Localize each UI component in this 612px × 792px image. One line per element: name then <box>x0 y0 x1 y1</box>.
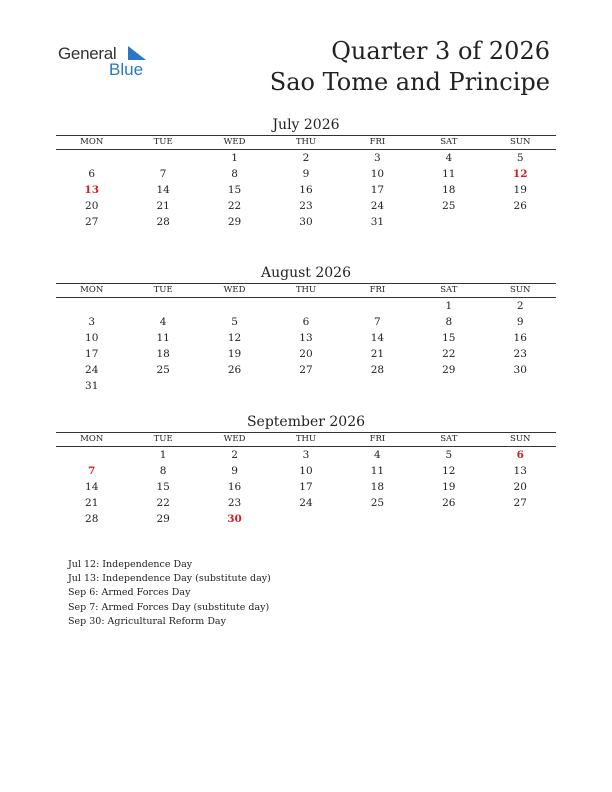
day-cell: 5 <box>445 449 453 461</box>
day-cell: 18 <box>156 348 170 360</box>
weekday-header-row <box>56 283 556 298</box>
day-cell: 17 <box>299 481 313 493</box>
day-cell: 12 <box>442 465 456 477</box>
weeks <box>56 447 556 527</box>
empty-day-cell <box>127 150 198 166</box>
day-cell: 11 <box>442 168 456 180</box>
day-cell: 4 <box>374 449 381 461</box>
week-row <box>56 298 556 314</box>
week-row <box>56 362 556 378</box>
day-cell: 20 <box>85 200 99 212</box>
month-name: July 2026 <box>272 117 340 133</box>
day-cell: 21 <box>85 497 99 509</box>
weekday-header: TUE <box>153 137 173 147</box>
day-cell: 6 <box>88 168 96 180</box>
empty-day-cell <box>199 378 270 394</box>
weekday-header: TUE <box>153 434 173 444</box>
month-calendar-september <box>56 413 556 527</box>
week-row <box>56 214 556 230</box>
day-cell: 20 <box>513 481 527 493</box>
title-quarter: Quarter 3 of 2026 <box>331 37 550 65</box>
day-cell: 27 <box>513 497 527 509</box>
day-cell: 25 <box>370 497 385 509</box>
day-cell: 7 <box>159 168 167 180</box>
day-cell: 19 <box>513 184 527 196</box>
day-cell: 5 <box>231 316 238 328</box>
day-cell: 21 <box>370 348 385 360</box>
day-cell: 10 <box>370 168 385 180</box>
empty-day-cell <box>270 298 341 314</box>
day-cell: 23 <box>513 348 527 360</box>
weekday-header: TUE <box>153 285 173 295</box>
day-cell: 8 <box>445 316 453 328</box>
weekday-header: SAT <box>440 434 458 444</box>
weekday-header: MON <box>80 285 104 295</box>
day-cell: 23 <box>227 497 242 509</box>
day-cell: 11 <box>156 332 170 344</box>
week-row <box>56 182 556 198</box>
weekday-header: SUN <box>510 137 531 147</box>
week-row <box>56 330 556 346</box>
day-cell: 26 <box>227 364 242 376</box>
day-cell: 30 <box>513 364 527 376</box>
empty-day-cell <box>342 298 413 314</box>
day-cell: 8 <box>231 168 238 180</box>
weekday-header: MON <box>80 137 104 147</box>
day-cell: 2 <box>516 300 524 312</box>
day-cell: 8 <box>159 465 167 477</box>
day-cell: 1 <box>231 152 238 164</box>
day-cell: 26 <box>513 200 527 212</box>
generalblue-logo <box>58 44 158 82</box>
empty-day-cell <box>56 298 127 314</box>
week-row <box>56 511 556 527</box>
week-row <box>56 198 556 214</box>
weekday-header-row <box>56 135 556 150</box>
empty-day-cell <box>485 511 556 527</box>
day-cell: 13 <box>299 332 313 344</box>
day-cell: 13 <box>513 465 527 477</box>
holiday-note: Sep 7: Armed Forces Day (substitute day) <box>68 601 270 613</box>
weekday-header: WED <box>223 285 246 295</box>
day-cell: 15 <box>227 184 242 196</box>
day-cell: 19 <box>442 481 456 493</box>
month-name: August 2026 <box>261 265 351 281</box>
day-cell: 28 <box>85 513 99 525</box>
weekday-header: SAT <box>440 137 458 147</box>
day-cell: 29 <box>442 364 456 376</box>
day-cell: 9 <box>302 168 310 180</box>
logo-word-general: General <box>58 44 117 63</box>
empty-day-cell <box>56 150 127 166</box>
day-cell: 9 <box>231 465 238 477</box>
day-cell: 1 <box>159 449 167 461</box>
day-cell: 10 <box>299 465 313 477</box>
weekday-header-row <box>56 432 556 447</box>
week-row <box>56 166 556 182</box>
day-cell: 16 <box>513 332 527 344</box>
day-cell: 29 <box>227 216 242 228</box>
day-cell: 21 <box>156 200 170 212</box>
holiday-notes <box>68 558 271 629</box>
month-calendar-august <box>56 264 556 394</box>
day-cell: 17 <box>85 348 99 360</box>
weekday-header: WED <box>223 137 246 147</box>
day-cell: 17 <box>370 184 385 196</box>
weekday-header: SAT <box>440 285 458 295</box>
day-cell: 12 <box>512 168 528 180</box>
day-cell: 14 <box>156 184 170 196</box>
day-cell: 31 <box>85 380 99 392</box>
empty-day-cell <box>127 298 198 314</box>
week-row <box>56 314 556 330</box>
empty-day-cell <box>485 214 556 230</box>
day-cell: 3 <box>374 152 381 164</box>
day-cell: 27 <box>299 364 313 376</box>
logo-word-blue: Blue <box>109 60 144 79</box>
day-cell: 4 <box>445 152 453 164</box>
page-title <box>270 36 550 98</box>
day-cell: 14 <box>85 481 99 493</box>
week-row <box>56 447 556 463</box>
day-cell: 19 <box>227 348 242 360</box>
holiday-note: Sep 6: Armed Forces Day <box>68 587 191 599</box>
day-cell: 12 <box>227 332 242 344</box>
weeks <box>56 298 556 394</box>
empty-day-cell <box>413 378 484 394</box>
empty-day-cell <box>413 511 484 527</box>
day-cell: 18 <box>442 184 456 196</box>
day-cell: 10 <box>85 332 99 344</box>
weekday-header: THU <box>295 137 317 147</box>
day-cell: 11 <box>370 465 385 477</box>
weekday-header: THU <box>295 434 317 444</box>
day-cell: 15 <box>156 481 170 493</box>
day-cell: 7 <box>88 465 96 477</box>
day-cell: 28 <box>156 216 170 228</box>
day-cell: 2 <box>231 449 238 461</box>
day-cell: 27 <box>85 216 99 228</box>
day-cell: 24 <box>299 497 313 509</box>
weekday-header: WED <box>223 434 246 444</box>
day-cell: 6 <box>302 316 310 328</box>
week-row <box>56 378 556 394</box>
day-cell: 30 <box>227 513 242 525</box>
day-cell: 22 <box>442 348 456 360</box>
empty-day-cell <box>56 447 127 463</box>
month-calendar-july <box>56 116 556 230</box>
day-cell: 31 <box>370 216 385 228</box>
week-row <box>56 463 556 479</box>
weekday-header: SUN <box>510 434 531 444</box>
week-row <box>56 479 556 495</box>
day-cell: 7 <box>374 316 381 328</box>
weekday-header: FRI <box>369 434 386 444</box>
empty-day-cell <box>270 511 341 527</box>
day-cell: 23 <box>299 200 313 212</box>
holiday-note: Sep 30: Agricultural Reform Day <box>68 615 226 627</box>
day-cell: 24 <box>85 364 99 376</box>
weeks <box>56 150 556 230</box>
day-cell: 28 <box>370 364 385 376</box>
week-row <box>56 495 556 511</box>
day-cell: 2 <box>302 152 310 164</box>
day-cell: 15 <box>442 332 456 344</box>
day-cell: 14 <box>370 332 385 344</box>
day-cell: 22 <box>156 497 170 509</box>
day-cell: 9 <box>516 316 524 328</box>
empty-day-cell <box>270 378 341 394</box>
day-cell: 4 <box>159 316 167 328</box>
day-cell: 22 <box>227 200 242 212</box>
month-name: September 2026 <box>246 414 366 430</box>
empty-day-cell <box>342 511 413 527</box>
weekday-header: SUN <box>510 285 531 295</box>
day-cell: 20 <box>299 348 313 360</box>
day-cell: 26 <box>442 497 456 509</box>
holiday-note: Jul 12: Independence Day <box>68 559 193 570</box>
day-cell: 16 <box>299 184 313 196</box>
empty-day-cell <box>127 378 198 394</box>
week-row <box>56 346 556 362</box>
day-cell: 6 <box>516 449 524 461</box>
day-cell: 30 <box>299 216 313 228</box>
day-cell: 1 <box>445 300 453 312</box>
weekday-header: FRI <box>369 285 386 295</box>
day-cell: 5 <box>516 152 524 164</box>
empty-day-cell <box>199 298 270 314</box>
day-cell: 3 <box>302 449 310 461</box>
day-cell: 25 <box>442 200 456 212</box>
weekday-header: THU <box>295 285 317 295</box>
title-country: Sao Tome and Principe <box>269 68 550 96</box>
day-cell: 16 <box>227 481 242 493</box>
weekday-header: FRI <box>369 137 386 147</box>
day-cell: 3 <box>88 316 96 328</box>
day-cell: 24 <box>370 200 385 212</box>
weekday-header: MON <box>80 434 104 444</box>
day-cell: 29 <box>156 513 170 525</box>
holiday-note: Jul 13: Independence Day (substitute day) <box>68 573 271 585</box>
day-cell: 25 <box>156 364 170 376</box>
day-cell: 13 <box>84 184 100 196</box>
day-cell: 18 <box>370 481 385 493</box>
week-row <box>56 150 556 166</box>
empty-day-cell <box>413 214 484 230</box>
empty-day-cell <box>485 378 556 394</box>
empty-day-cell <box>342 378 413 394</box>
